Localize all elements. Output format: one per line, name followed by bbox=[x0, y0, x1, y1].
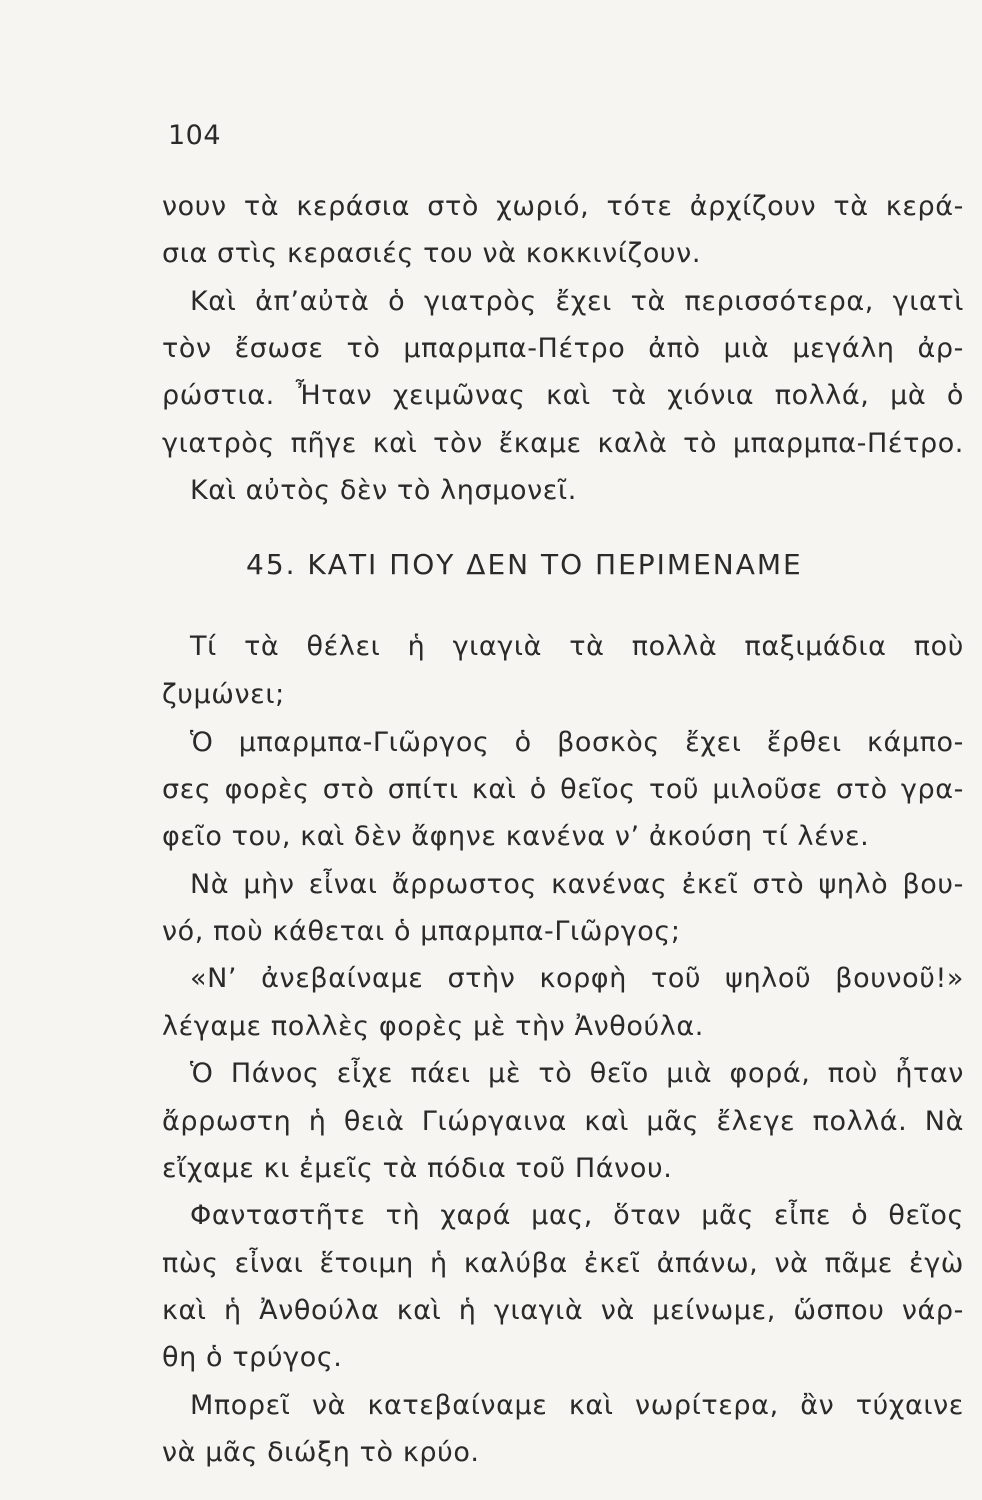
section-heading: 45. ΚΑΤΙ ΠΟΥ ΔΕΝ ΤΟ ΠΕΡΙΜΕΝΑΜΕ bbox=[246, 548, 803, 582]
text-line: τὸν ἔσωσε τὸ μπαρμπα-Πέτρο ἀπὸ μιὰ μεγάλη ἀρ- bbox=[162, 333, 964, 365]
text-line: φεῖο του, καὶ δὲν ἄφηνε κανένα ν’ ἀκούση τί λένε. bbox=[162, 821, 870, 853]
text-line: ζυμώνει; bbox=[162, 679, 285, 711]
text-line: νό, ποὺ κάθεται ὁ μπαρμπα-Γιῶργος; bbox=[162, 916, 681, 948]
text-line: καὶ ἡ Ἀνθούλα καὶ ἡ γιαγιὰ νὰ μείνωμε, ὥσπου νάρ- bbox=[162, 1294, 964, 1326]
text-line: θη ὁ τρύγος. bbox=[162, 1342, 343, 1374]
text-line: εἴχαμε κι ἐμεῖς τὰ πόδια τοῦ Πάνου. bbox=[162, 1152, 673, 1184]
text-line: Ὁ Πάνος εἶχε πάει μὲ τὸ θεῖο μιὰ φορά, ποὺ ἦταν bbox=[190, 1058, 964, 1090]
text-line: Φανταστῆτε τὴ χαρά μας, ὅταν μᾶς εἶπε ὁ θεῖος bbox=[190, 1200, 964, 1232]
text-line: Μπορεῖ νὰ κατεβαίναμε καὶ νωρίτερα, ἂν τύχαινε bbox=[190, 1389, 964, 1421]
text-line: Τί τὰ θέλει ἡ γιαγιὰ τὰ πολλὰ παξιμάδια ποὺ bbox=[190, 631, 964, 663]
text-line: σες φορὲς στὸ σπίτι καὶ ὁ θεῖος τοῦ μιλοῦσε στὸ γρα- bbox=[162, 774, 964, 806]
text-line: Νὰ μὴν εἶναι ἄρρωστος κανένας ἐκεῖ στὸ ψηλὸ βου- bbox=[190, 868, 964, 900]
text-line: Καὶ αὐτὸς δὲν τὸ λησμονεῖ. bbox=[190, 475, 577, 507]
text-line: Καὶ ἀπ’αὐτὰ ὁ γιατρὸς ἔχει τὰ περισσότερα, γιατὶ bbox=[190, 285, 964, 317]
text-line: ἄρρωστη ἡ θειὰ Γιώργαινα καὶ μᾶς ἔλεγε πολλά. Νὰ bbox=[162, 1105, 964, 1137]
text-line: νὰ μᾶς διώξη τὸ κρύο. bbox=[162, 1437, 480, 1468]
text-line: γιατρὸς πῆγε καὶ τὸν ἔκαμε καλὰ τὸ μπαρμπα-Πέτρο. bbox=[162, 427, 964, 459]
page-number: 104 bbox=[168, 120, 222, 151]
text-line: σια στὶς κερασιές του νὰ κοκκινίζουν. bbox=[162, 238, 702, 270]
text-line: ρώστια. Ἦταν χειμῶνας καὶ τὰ χιόνια πολλά, μὰ ὁ bbox=[162, 380, 964, 412]
text-line: «Ν’ ἀνεβαίναμε στὴν κορφὴ τοῦ ψηλοῦ βουνοῦ!» bbox=[190, 963, 964, 995]
text-line: πὼς εἶναι ἕτοιμη ἡ καλύβα ἐκεῖ ἀπάνω, νὰ πᾶμε ἐγὼ bbox=[162, 1247, 964, 1279]
text-line: λέγαμε πολλὲς φορὲς μὲ τὴν Ἀνθούλα. bbox=[162, 1010, 704, 1042]
text-line: νουν τὰ κεράσια στὸ χωριό, τότε ἀρχίζουν τὰ κερά- bbox=[162, 191, 964, 222]
text-line: Ὁ μπαρμπα-Γιῶργος ὁ βοσκὸς ἔχει ἔρθει κάμπο- bbox=[190, 726, 964, 758]
